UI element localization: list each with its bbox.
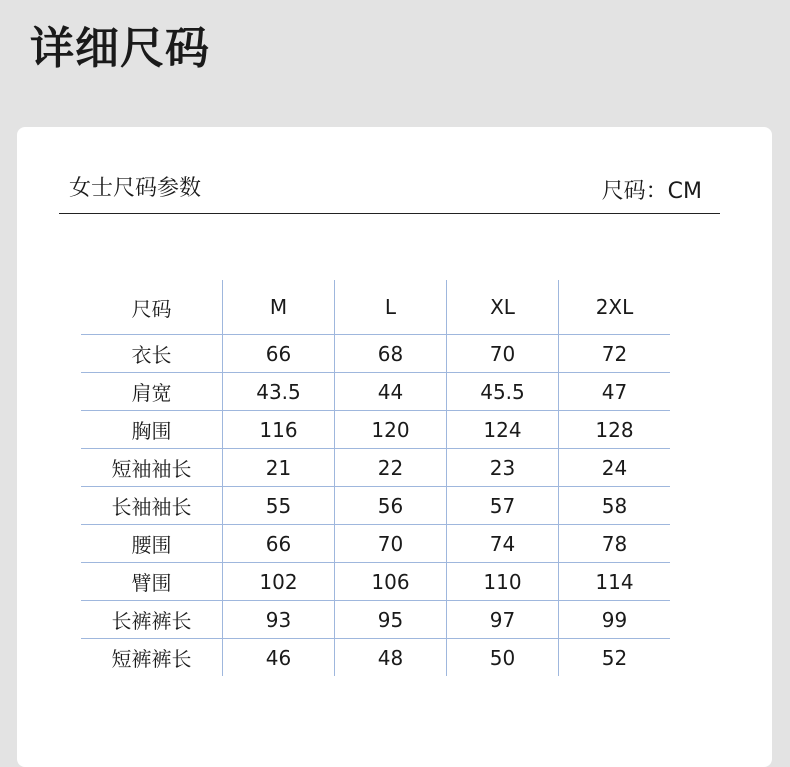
table-cell: 22	[335, 449, 447, 487]
table-cell: 48	[335, 639, 447, 677]
table-row	[81, 639, 670, 677]
header-cell: 2XL	[559, 280, 671, 335]
table-cell: 52	[559, 639, 671, 677]
table-row	[81, 335, 670, 373]
table-cell: 93	[223, 601, 335, 639]
table-cell: 116	[223, 411, 335, 449]
row-label: 臂围	[81, 563, 223, 601]
table-cell: 43.5	[223, 373, 335, 411]
table-cell: 114	[559, 563, 671, 601]
table-cell: 68	[335, 335, 447, 373]
table-cell: 128	[559, 411, 671, 449]
table-cell: 120	[335, 411, 447, 449]
table-cell: 70	[447, 335, 559, 373]
header-cell: 尺码	[131, 296, 172, 321]
table-row	[81, 411, 670, 449]
table-cell: 23	[447, 449, 559, 487]
row-label: 肩宽	[81, 373, 223, 411]
table-cell: 97	[447, 601, 559, 639]
table-header-row	[81, 280, 670, 335]
table-cell: 72	[559, 335, 671, 373]
row-label: 长袖袖长	[81, 487, 223, 525]
table-cell: 45.5	[447, 373, 559, 411]
table-cell: 57	[447, 487, 559, 525]
table-cell: 70	[335, 525, 447, 563]
header-cell: L	[335, 280, 447, 335]
table-cell: 124	[447, 411, 559, 449]
table-cell: 66	[223, 525, 335, 563]
table-cell: 46	[223, 639, 335, 677]
table-cell: 110	[447, 563, 559, 601]
row-label: 胸围	[81, 411, 223, 449]
table-row	[81, 487, 670, 525]
table-cell: 21	[223, 449, 335, 487]
page-title: 详细尺码	[30, 23, 210, 74]
table-row	[81, 449, 670, 487]
row-label: 衣长	[81, 335, 223, 373]
header-cell: M	[223, 280, 335, 335]
table-cell: 106	[335, 563, 447, 601]
table-cell: 55	[223, 487, 335, 525]
table-cell: 50	[447, 639, 559, 677]
table-row	[81, 601, 670, 639]
table-cell: 99	[559, 601, 671, 639]
row-label: 短裤裤长	[81, 639, 223, 677]
table-cell: 66	[223, 335, 335, 373]
table-cell: 74	[447, 525, 559, 563]
row-label: 长裤裤长	[81, 601, 223, 639]
table-row	[81, 563, 670, 601]
size-chart-card	[17, 127, 772, 767]
table-cell: 47	[559, 373, 671, 411]
card-header	[59, 167, 720, 214]
header-cell: XL	[447, 280, 559, 335]
row-label: 腰围	[81, 525, 223, 563]
table-row	[81, 373, 670, 411]
row-label: 短袖袖长	[81, 449, 223, 487]
table-cell: 78	[559, 525, 671, 563]
table-row	[81, 525, 670, 563]
table-cell: 95	[335, 601, 447, 639]
table-cell: 56	[335, 487, 447, 525]
table-cell: 58	[559, 487, 671, 525]
size-table	[81, 280, 670, 676]
card-subtitle: 女士尺码参数	[69, 176, 202, 201]
unit-label: 尺码：CM	[601, 179, 702, 204]
table-cell: 102	[223, 563, 335, 601]
table-cell: 44	[335, 373, 447, 411]
table-cell: 24	[559, 449, 671, 487]
